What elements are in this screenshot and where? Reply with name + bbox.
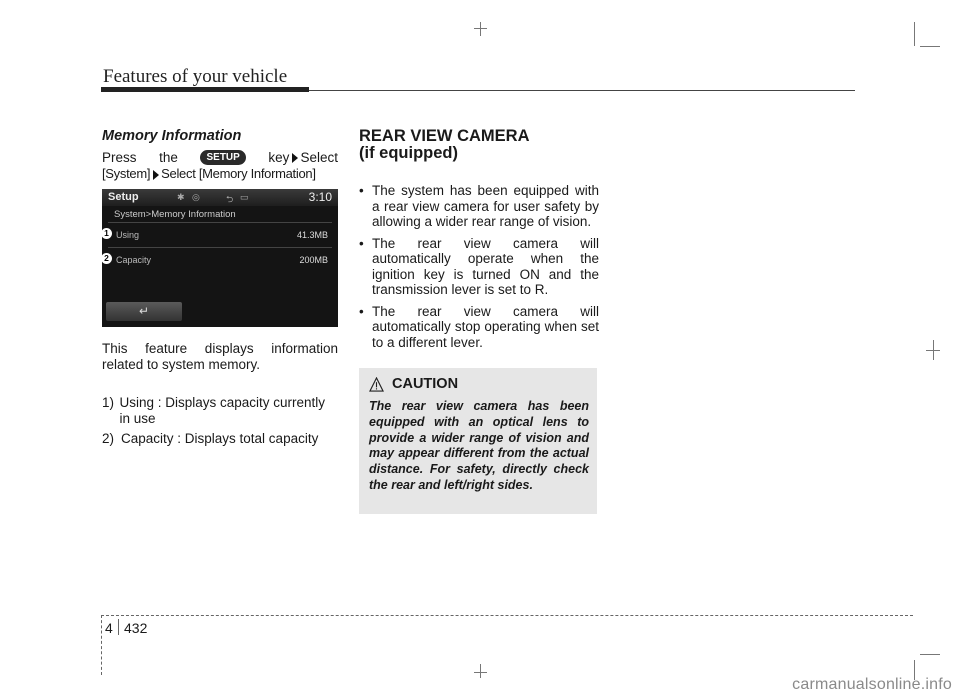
list-text: Using : Displays capacity currently in use bbox=[119, 395, 326, 426]
divider bbox=[108, 222, 332, 223]
list-number: 1) bbox=[102, 395, 115, 410]
screen-time: 3:10 bbox=[308, 190, 332, 204]
instruction-line bbox=[102, 150, 338, 165]
screen-breadcrumb: System>Memory Information bbox=[114, 209, 236, 220]
section-heading: REAR VIEW CAMERA (if equipped) bbox=[359, 127, 530, 162]
instruction-word: the bbox=[159, 150, 178, 165]
crop-mark bbox=[474, 672, 487, 673]
caution-title: CAUTION bbox=[369, 376, 458, 392]
crop-mark bbox=[920, 654, 940, 655]
screen-row-value: 41.3MB bbox=[296, 230, 328, 240]
instruction-word: Press bbox=[102, 150, 137, 165]
instruction-line: [System] Select [Memory Information] bbox=[102, 166, 316, 181]
footer-rule bbox=[101, 615, 102, 675]
instruction-word: key Select bbox=[268, 150, 338, 165]
list-item bbox=[102, 431, 338, 447]
caution-box bbox=[359, 368, 597, 514]
crop-mark bbox=[926, 350, 940, 351]
memory-info-screen bbox=[102, 189, 338, 327]
header-title: Features of your vehicle bbox=[103, 66, 288, 87]
divider bbox=[118, 619, 119, 635]
back-button[interactable]: ↵ bbox=[106, 302, 182, 321]
screen-row-value: 200MB bbox=[299, 255, 328, 265]
chapter-number: 4 bbox=[105, 620, 113, 636]
footer-rule bbox=[101, 615, 913, 616]
screen-title: Setup bbox=[108, 191, 139, 203]
arrow-right-icon bbox=[292, 153, 298, 163]
battery-icon: ▭ bbox=[240, 192, 249, 202]
callout-1: 1 bbox=[102, 228, 112, 239]
header-rule bbox=[101, 87, 309, 92]
crop-mark bbox=[480, 664, 481, 678]
crop-mark bbox=[914, 22, 915, 46]
watermark: carmanualsonline.info bbox=[792, 676, 952, 693]
disc-icon: ◎ bbox=[192, 192, 200, 202]
divider bbox=[108, 247, 332, 248]
camera-bullet-list bbox=[359, 183, 599, 356]
warning-icon bbox=[369, 377, 384, 392]
header-rule bbox=[309, 90, 855, 91]
list-text: Capacity : Displays total capacity bbox=[121, 431, 319, 446]
crop-mark bbox=[480, 22, 481, 36]
crop-mark bbox=[474, 28, 487, 29]
usb-icon: ⮌ bbox=[226, 194, 234, 204]
arrow-right-icon bbox=[153, 170, 159, 180]
list-item: • The system has been equipped with a rear view camera for user safety by allowing a wider rear range of vision. bbox=[359, 183, 599, 230]
list-item: • The rear view camera will automatically stop operating when set to a different lever. bbox=[359, 304, 599, 351]
crop-mark bbox=[920, 46, 940, 47]
list-item: • The rear view camera will automatically operate when the ignition key is turned ON and the transmission lever is set to R. bbox=[359, 236, 599, 298]
list-number: 2) bbox=[102, 431, 115, 446]
bluetooth-icon: ✱ bbox=[177, 192, 185, 202]
page-number: 432 bbox=[124, 620, 148, 636]
callout-2: 2 bbox=[102, 253, 112, 264]
list-item bbox=[102, 395, 338, 427]
caution-text: The rear view camera has been equipped with an optical lens to provide a wider range of vision and may appear different from the actual distance. For safety, directly check the rear and left/right sides. bbox=[369, 399, 589, 492]
setup-key-chip: SETUP bbox=[200, 150, 245, 165]
section-heading: Memory Information bbox=[102, 128, 242, 144]
description: This feature displays information related to system memory. bbox=[102, 341, 338, 372]
screen-row-label: Capacity bbox=[116, 255, 152, 265]
screen-row-label: Using bbox=[116, 230, 140, 240]
